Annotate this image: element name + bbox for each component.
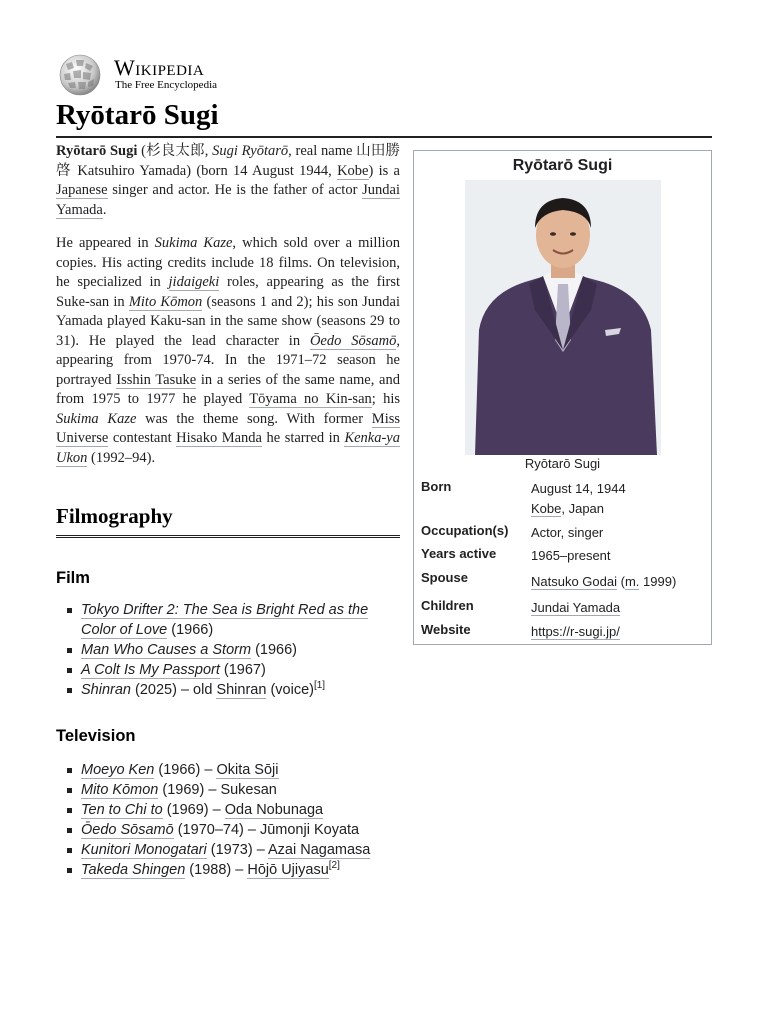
link-toyama-no-kin-san[interactable]: Tōyama no Kin-san — [249, 391, 372, 407]
link-website[interactable]: https://r-sugi.jp/ — [531, 624, 620, 639]
link-shinran[interactable]: Shinran — [216, 682, 267, 698]
link-tv-title[interactable]: Ten to Chi to — [81, 802, 163, 818]
link-tv-role[interactable]: Azai Nagamasa — [268, 842, 371, 858]
reference-1[interactable]: [1] — [313, 680, 326, 692]
link-japanese[interactable]: Japanese — [56, 182, 108, 198]
reference-2[interactable]: [2] — [328, 860, 340, 872]
spouse-label: Spouse — [421, 570, 468, 585]
career-paragraph: He appeared in Sukima Kaze, which sold over a million copies. His acting credits include 18 films. On television, he specialized in jidaigeki roles, appearing as the first Suke-san in Mito Kōmon (seasons 1 and 2); his son Jundai Yamada played Kaku-san in the same show (seasons 29 to 31). He played the lead character in Ōedo Sōsamō, appearing from 1970-74. In the 1971–72 season he portrayed Isshin Tasuke in a series of the same name, and from 1975 to 1977 he played Tōyama no Kin-san; his Sukima Kaze was the theme song. With former Miss Universe contestant Hisako Manda he starred in Kenka-ya Ukon (1992–94). — [56, 235, 401, 466]
link-tv-role[interactable]: Okita Sōji — [216, 762, 279, 778]
list-item: A Colt Is My Passport (1967) — [66, 660, 406, 680]
page-title: Ryōtarō Sugi — [56, 96, 712, 138]
link-tv-title[interactable]: Takeda Shingen — [81, 862, 186, 878]
article-body — [56, 142, 400, 482]
occupation-value: Actor, singer — [531, 525, 604, 540]
children-label: Children — [421, 598, 474, 613]
link-isshin-tasuke[interactable]: Isshin Tasuke — [116, 371, 197, 388]
link-tv-role[interactable]: Hōjō Ujiyasu — [247, 862, 329, 878]
link-kobe[interactable]: Kobe — [337, 162, 369, 179]
link-natsuko-godai[interactable]: Natsuko Godai — [531, 574, 617, 589]
television-list — [66, 760, 406, 880]
website-label: Website — [421, 622, 471, 637]
list-item: Kunitori Monogatari (1973) – Azai Nagamasa — [66, 840, 406, 860]
link-tv-role[interactable]: Oda Nobunaga — [224, 802, 324, 818]
link-married[interactable]: m. — [624, 574, 640, 589]
website-value — [531, 622, 707, 642]
filmography-heading: Filmography — [56, 502, 400, 538]
link-tv-title[interactable]: Mito Kōmon — [81, 782, 159, 798]
link-jundai-yamada-infobox[interactable]: Jundai Yamada — [531, 600, 621, 615]
link-miss-universe[interactable]: Miss Universe — [56, 410, 401, 446]
link-tv-title[interactable]: Kunitori Monogatari — [81, 842, 207, 858]
infobox — [413, 150, 712, 645]
list-item: Moeyo Ken (1966) – Okita Sōji — [66, 760, 406, 780]
years-active-label: Years active — [421, 546, 497, 561]
link-kobe-infobox[interactable]: Kobe — [531, 501, 562, 516]
wikipedia-logo[interactable] — [56, 54, 356, 98]
film-list — [66, 600, 406, 700]
link-jundai-yamada[interactable]: Jundai Yamada — [56, 182, 400, 218]
link-mito-komon[interactable]: Mito Kōmon — [128, 293, 203, 310]
television-heading: Television — [56, 727, 136, 745]
wikipedia-globe-icon — [56, 54, 104, 96]
film-heading: Film — [56, 569, 90, 587]
wikipedia-wordmark: Wikipedia — [114, 55, 205, 80]
link-oedo-sosamo[interactable]: Ōedo Sōsamō — [309, 332, 397, 349]
link-hisako-manda[interactable]: Hisako Manda — [176, 430, 262, 446]
subject-name: Ryōtarō Sugi — [56, 143, 138, 159]
portrait-illustration — [465, 180, 661, 455]
list-item: Mito Kōmon (1969) – Sukesan — [66, 780, 406, 800]
link-tv-title[interactable]: Ōedo Sōsamō — [81, 822, 174, 838]
link-kenka-ya-ukon[interactable]: Kenka-ya Ukon — [56, 430, 400, 466]
photo-caption: Ryōtarō Sugi — [524, 456, 601, 471]
list-item: Tokyo Drifter 2: The Sea is Bright Red as the Color of Love (1966) — [66, 600, 406, 640]
infobox-title: Ryōtarō Sugi — [512, 157, 613, 174]
spouse-value: Natsuko Godai (m. 1999) — [531, 574, 677, 589]
link-film-title[interactable]: Tokyo Drifter 2: The Sea is Bright Red as the Color of Love — [81, 602, 369, 638]
occupation-label: Occupation(s) — [421, 523, 509, 538]
born-label: Born — [421, 479, 452, 494]
link-jidaigeki[interactable]: jidaigeki — [168, 274, 220, 290]
list-item: Takeda Shingen (1988) – Hōjō Ujiyasu[2] — [66, 860, 406, 880]
years-active-value: 1965–present — [531, 548, 611, 563]
link-tv-title[interactable]: Moeyo Ken — [81, 762, 155, 778]
link-film-title[interactable]: A Colt Is My Passport — [81, 662, 220, 678]
list-item: Shinran (2025) – old Shinran (voice)[1] — [66, 680, 406, 700]
portrait-photo[interactable] — [465, 180, 661, 455]
list-item: Man Who Causes a Storm (1966) — [66, 640, 406, 660]
list-item: Ten to Chi to (1969) – Oda Nobunaga — [66, 800, 406, 820]
list-item: Ōedo Sōsamō (1970–74) – Jūmonji Koyata — [66, 820, 406, 840]
intro-paragraph: Ryōtarō Sugi (杉良太郎, Sugi Ryōtarō, real name 山田勝啓 Katsuhiro Yamada) (born 14 August 1944, Kobe) is a Japanese singer and actor. He is the father of actor Jundai Yamada. — [56, 143, 400, 218]
born-value: August 14, 1944 Kobe, Japan — [531, 481, 626, 516]
link-film-title[interactable]: Man Who Causes a Storm — [81, 642, 252, 658]
children-value — [531, 598, 707, 618]
wikipedia-tagline: The Free Encyclopedia — [115, 79, 218, 91]
